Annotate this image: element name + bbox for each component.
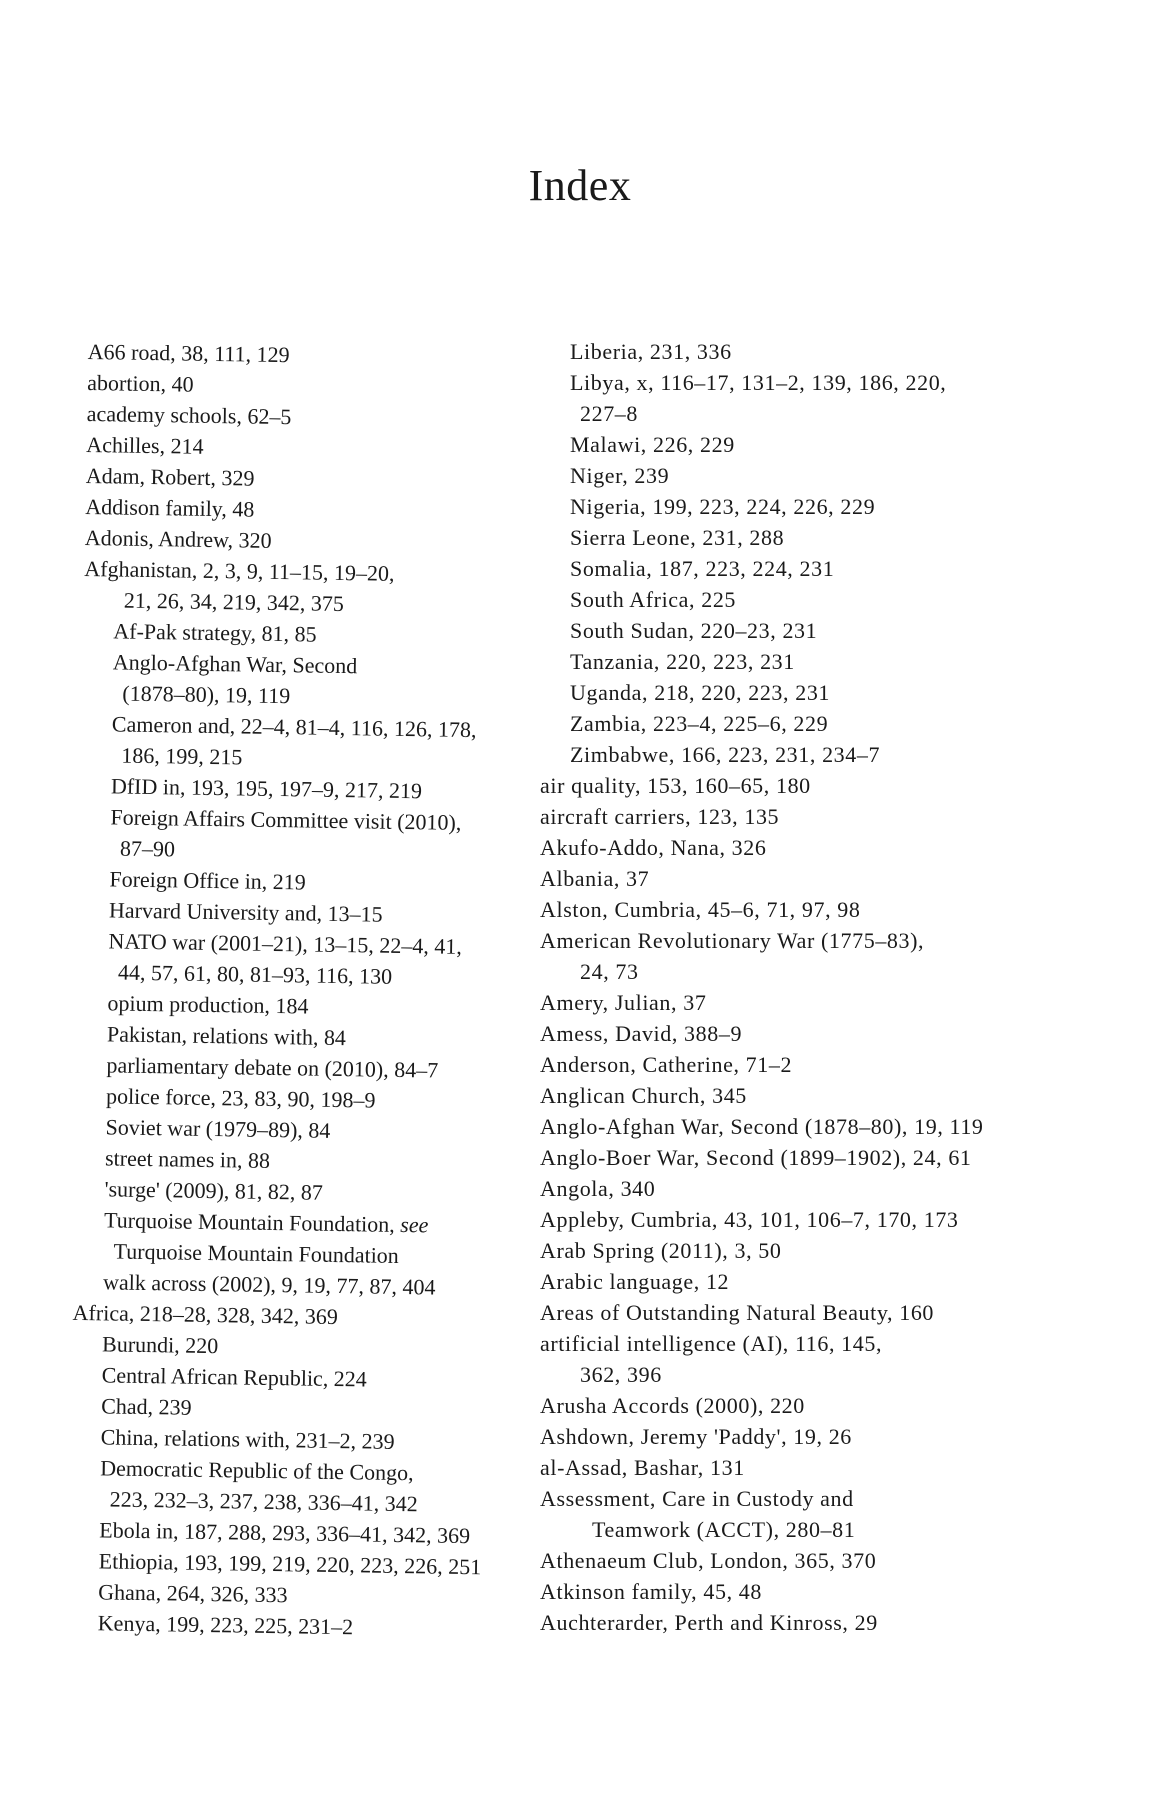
index-entry [540,770,1040,801]
index-entry [540,739,1040,770]
index-entry [540,491,1040,522]
index-entry-text: Arusha Accords (2000), 220 [540,1393,805,1418]
index-entry-text: Ebola in, 187, 288, 293, 336–41, 342, 369 [99,1517,471,1549]
index-entry-text: China, relations with, 231–2, 239 [100,1424,395,1454]
index-entry-text: Zambia, 223–4, 225–6, 229 [570,711,829,736]
index-entry-text: street names in, 88 [104,1145,271,1173]
index-entry-text: South Sudan, 220–23, 231 [570,618,818,643]
index-entry [540,925,1040,956]
index-entry-text: Arabic language, 12 [540,1269,730,1294]
index-entry [540,1452,1040,1483]
index-entry-text: (1878–80), 19, 119 [122,680,291,709]
index-entry-text: Areas of Outstanding Natural Beauty, 160 [540,1300,935,1325]
index-entry-text: 44, 57, 61, 80, 81–93, 116, 130 [117,959,393,989]
index-entry-text: Liberia, 231, 336 [570,339,732,364]
index-entry [540,1421,1040,1452]
index-entry-text: Ghana, 264, 326, 333 [98,1579,288,1608]
index-entry [540,1514,1040,1545]
index-entry-text: Amery, Julian, 37 [540,990,707,1015]
index-entry [540,1483,1040,1514]
index-entry-text: al-Assad, Bashar, 131 [540,1455,745,1480]
index-entry [540,956,1040,987]
index-entry [540,584,1040,615]
index-entry [540,1235,1040,1266]
index-entry-text: Alston, Cumbria, 45–6, 71, 97, 98 [540,897,861,922]
index-entry-text: academy schools, 62–5 [86,400,292,430]
index-entry-text: Akufo-Addo, Nana, 326 [540,835,767,860]
index-entry [540,863,1040,894]
index-entry-text: air quality, 153, 160–65, 180 [540,773,811,798]
see-reference: see [400,1212,429,1238]
index-entry-text: 227–8 [580,401,638,426]
index-entry-text: Afghanistan, 2, 3, 9, 11–15, 19–20, [84,555,395,586]
index-entry [540,708,1040,739]
index-entry-text: parliamentary debate on (2010), 84–7 [106,1052,439,1083]
index-entry-text: Adonis, Andrew, 320 [84,524,272,553]
index-entry [540,1359,1040,1390]
index-entry-text: Somalia, 187, 223, 224, 231 [570,556,835,581]
index-entry [540,367,1040,398]
index-entry [540,1328,1040,1359]
index-entry-text: Amess, David, 388–9 [540,1021,743,1046]
index-entry [540,1204,1040,1235]
index-entry-text: Athenaeum Club, London, 365, 370 [540,1548,877,1573]
index-entry-text: Pakistan, relations with, 84 [106,1021,347,1051]
index-entry-text: opium production, 184 [107,990,309,1019]
index-entry-text: A66 road, 38, 111, 129 [87,338,290,368]
index-entry-text: Arab Spring (2011), 3, 50 [540,1238,782,1263]
index-entry-text: Africa, 218–28, 328, 342, 369 [72,1299,339,1330]
index-entry-text: Anglo-Boer War, Second (1899–1902), 24, 61 [540,1145,972,1170]
index-entry-text: DfID in, 193, 195, 197–9, 217, 219 [110,773,423,804]
index-entry [68,1607,498,1645]
index-entry-text: Foreign Affairs Committee visit (2010), [110,804,462,835]
index-entry-text: Kenya, 199, 223, 225, 231–2 [97,1610,354,1640]
index-entry-text: Angola, 340 [540,1176,656,1201]
index-entry [540,1080,1040,1111]
index-entry [540,1018,1040,1049]
index-entry-text: American Revolutionary War (1775–83), [540,928,925,953]
index-entry-text: South Africa, 225 [570,587,737,612]
index-entry [540,615,1040,646]
index-entry [540,801,1040,832]
index-entry [540,1142,1040,1173]
page-title: Index [528,161,632,210]
index-entry-text: Anglican Church, 345 [540,1083,747,1108]
index-entry-text: walk across (2002), 9, 19, 77, 87, 404 [102,1269,436,1300]
index-entry [540,987,1040,1018]
index-entry-text: 21, 26, 34, 219, 342, 375 [123,587,345,617]
index-entry [540,1390,1040,1421]
index-entry-text: Adam, Robert, 329 [85,462,255,491]
index-entry-text: Ashdown, Jeremy 'Paddy', 19, 26 [540,1424,852,1449]
index-entry-text: 362, 396 [580,1362,662,1387]
index-entry [540,1297,1040,1328]
index-entry-text: Anglo-Afghan War, Second [112,649,358,679]
index-entry-text: police force, 23, 83, 90, 198–9 [105,1083,376,1113]
index-entry-text: Zimbabwe, 166, 223, 231, 234–7 [570,742,881,767]
index-entry [540,460,1040,491]
index-entry-text: 'surge' (2009), 81, 82, 87 [104,1176,324,1205]
index-entry-text: Teamwork (ACCT), 280–81 [592,1517,856,1542]
index-entry [540,398,1040,429]
index-entry-text: Turquoise Mountain Foundation, [103,1207,395,1237]
index-entry-text: Assessment, Care in Custody and [540,1486,854,1511]
index-entry-text: Democratic Republic of the Congo, [100,1455,414,1486]
index-entry-text: Cameron and, 22–4, 81–4, 116, 126, 178, [111,711,477,743]
index-entry-text: Tanzania, 220, 223, 231 [570,649,795,674]
index-entry [540,832,1040,863]
index-entry [540,1111,1040,1142]
index-entry-text: Sierra Leone, 231, 288 [570,525,785,550]
index-entry-text: Harvard University and, 13–15 [108,897,383,927]
index-entry [540,1607,1040,1638]
index-column-right [540,336,1040,1638]
index-entry-text: 223, 232–3, 237, 238, 336–41, 342 [109,1486,418,1517]
index-entry [540,1049,1040,1080]
index-entry-text: Turquoise Mountain Foundation [113,1238,400,1268]
index-entry-text: Atkinson family, 45, 48 [540,1579,762,1604]
index-entry-text: Ethiopia, 193, 199, 219, 220, 223, 226, 251 [98,1548,482,1580]
index-entry [540,646,1040,677]
index-entry-text: Burundi, 220 [101,1331,219,1359]
index-entry [540,1266,1040,1297]
index-entry-text: 87–90 [119,835,176,862]
index-column-left [68,336,518,1645]
index-entry-text: Auchterarder, Perth and Kinross, 29 [540,1610,878,1635]
index-entry-text: abortion, 40 [87,369,194,397]
index-entry [540,1173,1040,1204]
index-entry [540,677,1040,708]
index-entry-text: aircraft carriers, 123, 135 [540,804,780,829]
index-entry-text: Appleby, Cumbria, 43, 101, 106–7, 170, 173 [540,1207,959,1232]
index-entry [540,429,1040,460]
index-entry-text: Af-Pak strategy, 81, 85 [113,618,317,647]
index-entry-text: Chad, 239 [101,1393,192,1420]
index-entry-text: 24, 73 [580,959,639,984]
index-entry-text: Anglo-Afghan War, Second (1878–80), 19, 119 [540,1114,984,1139]
index-entry [540,894,1040,925]
index-entry-text: Uganda, 218, 220, 223, 231 [570,680,831,705]
index-entry-text: NATO war (2001–21), 13–15, 22–4, 41, [108,928,463,959]
index-entry [540,1545,1040,1576]
index-entry-text: Addison family, 48 [85,493,255,522]
index-entry-text: Nigeria, 199, 223, 224, 226, 229 [570,494,876,519]
index-entry-text: Albania, 37 [540,866,650,891]
index-entry-text: Soviet war (1979–89), 84 [105,1114,331,1143]
index-entry-text: artificial intelligence (AI), 116, 145, [540,1331,883,1356]
index-entry-text: Libya, x, 116–17, 131–2, 139, 186, 220, [570,370,947,395]
index-entry-text: Anderson, Catherine, 71–2 [540,1052,793,1077]
index-entry [540,522,1040,553]
index-entry-text: Malawi, 226, 229 [570,432,735,457]
index-entry [540,1576,1040,1607]
index-entry-text: Foreign Office in, 219 [109,866,306,895]
index-entry-text: Central African Republic, 224 [101,1362,368,1392]
index-entry [540,553,1040,584]
index-entry-text: Achilles, 214 [86,431,204,459]
index-entry-text: 186, 199, 215 [121,742,243,770]
index-entry [540,336,1040,367]
index-entry-text: Niger, 239 [570,463,670,488]
